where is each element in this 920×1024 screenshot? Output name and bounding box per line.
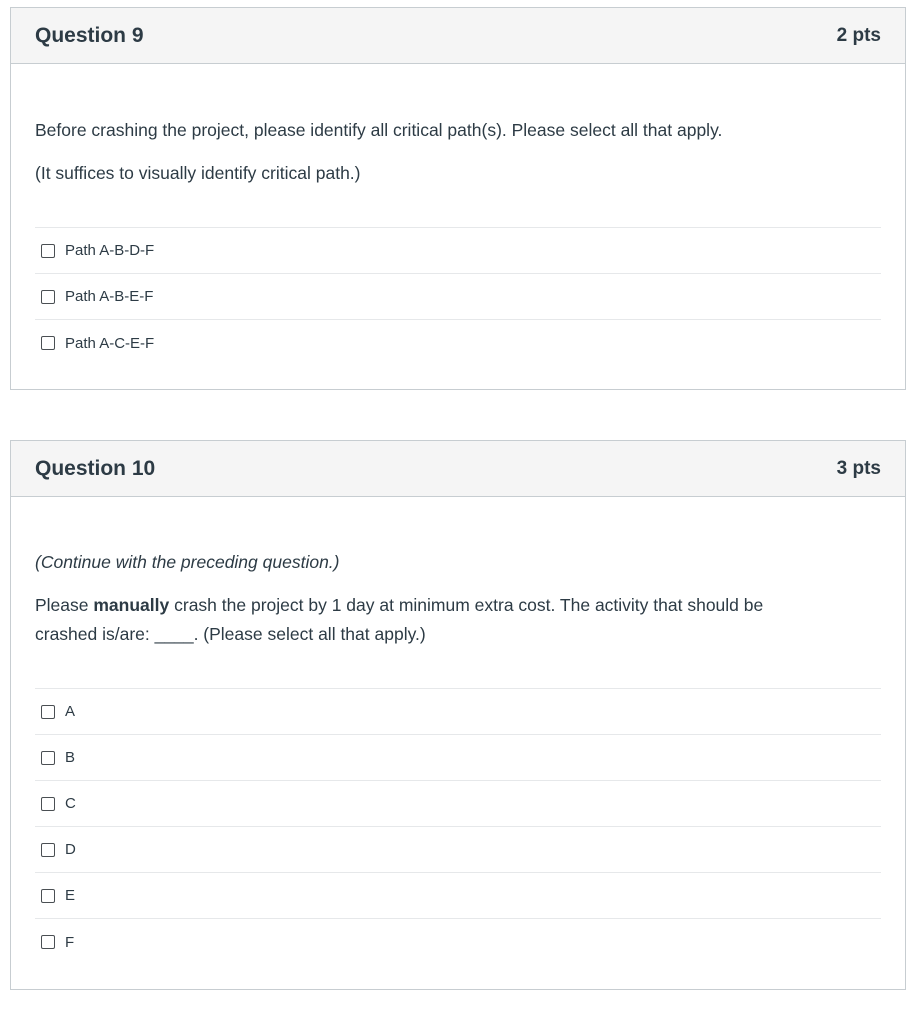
question-body (11, 64, 905, 366)
answer-option[interactable] (35, 873, 881, 919)
answer-option[interactable] (35, 228, 881, 274)
checkbox[interactable] (41, 843, 55, 857)
checkbox[interactable] (41, 244, 55, 258)
question-points: 3 pts (836, 457, 881, 479)
question-intro-text: (Continue with the preceding question.) (35, 552, 340, 572)
question-text-part: crashed is/are: ____. (Please select all that apply.) (35, 624, 426, 644)
question-text-line (35, 591, 881, 649)
question-9-card (10, 7, 906, 390)
question-points: 2 pts (836, 24, 881, 46)
question-text (35, 497, 881, 649)
checkbox[interactable] (41, 751, 55, 765)
question-text-line: Before crashing the project, please identify all critical path(s). Please select all that apply. (35, 120, 723, 140)
answer-label: E (65, 887, 76, 904)
question-body (11, 497, 905, 965)
checkbox[interactable] (41, 705, 55, 719)
answer-option[interactable] (35, 781, 881, 827)
answer-label: B (65, 749, 76, 766)
checkbox[interactable] (41, 336, 55, 350)
answer-option[interactable] (35, 689, 881, 735)
answer-option[interactable] (35, 274, 881, 320)
question-text-line: (It suffices to visually identify critical path.) (35, 163, 361, 183)
answer-label: F (65, 933, 75, 951)
checkbox[interactable] (41, 797, 55, 811)
answer-label: Path A-B-E-F (65, 288, 154, 305)
answer-label: Path A-B-D-F (65, 242, 155, 259)
answer-list (35, 227, 881, 366)
question-text-bold: manually (93, 595, 170, 615)
answer-label: D (65, 841, 76, 858)
checkbox[interactable] (41, 290, 55, 304)
question-10-card (10, 440, 906, 990)
question-text-part: crash the project by 1 day at minimum extra cost. The activity that should be (169, 595, 764, 615)
question-intro (35, 548, 881, 577)
answer-label: C (65, 795, 76, 812)
answer-option[interactable] (35, 735, 881, 781)
question-title: Question 10 (35, 456, 156, 480)
question-header (11, 441, 905, 497)
answer-option[interactable] (35, 827, 881, 873)
question-text-part: Please (35, 595, 94, 615)
checkbox[interactable] (41, 935, 55, 949)
answer-option[interactable] (35, 919, 881, 965)
question-header (11, 8, 905, 64)
answer-label: A (65, 703, 76, 720)
checkbox[interactable] (41, 889, 55, 903)
answer-option[interactable] (35, 320, 881, 366)
answer-list (35, 688, 881, 965)
question-text (35, 64, 881, 188)
answer-label: Path A-C-E-F (65, 334, 155, 352)
question-title: Question 9 (35, 23, 144, 47)
